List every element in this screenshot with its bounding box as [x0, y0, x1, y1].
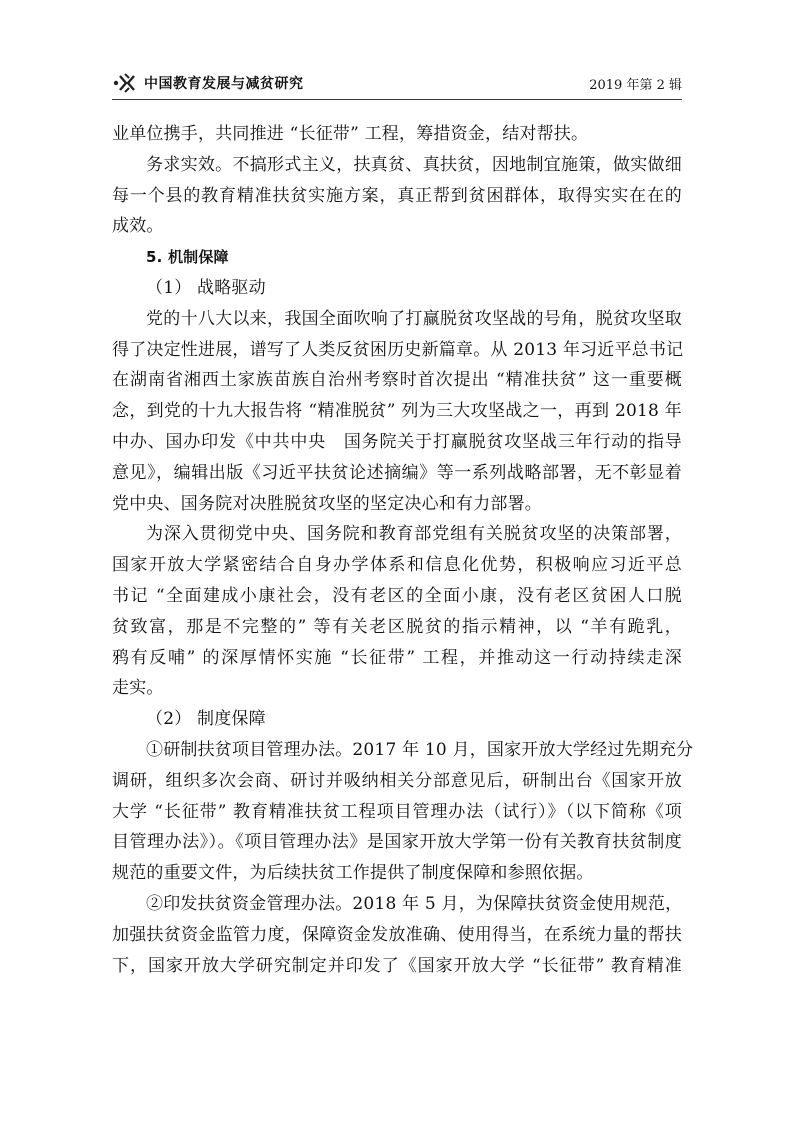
header-rule [112, 99, 682, 100]
journal-title: 中国教育发展与减贫研究 [144, 76, 304, 92]
text-line: 每一个县的教育精准扶贫实施方案，真正帮到贫困群体，取得实实在在的 [112, 185, 682, 206]
text-line: 书记 “全面建成小康社会，没有老区的全面小康，没有老区贫困人口脱 [112, 585, 682, 606]
paragraph-3 [112, 304, 682, 520]
text-line: 念，到党的十九大报告将 “精准脱贫” 列为三大攻坚战之一，再到 2018 年 [112, 401, 682, 422]
paragraph-2 [112, 150, 682, 242]
text-line: 目管理办法》）。《项目管理办法》是国家开放大学第一份有关教育扶贫制度 [112, 832, 682, 853]
paragraph-4 [112, 519, 682, 704]
subsection-heading-1: （1） 战略驱动 [146, 277, 266, 298]
text-line: ②印发扶贫资金管理办法。2018 年 5 月，为保障扶贫资金使用规范， [146, 893, 683, 914]
text-line: 贫致富，那是不完整的” 等有关老区脱贫的指示精神，以 “羊有跪乳， [112, 616, 682, 637]
text-line: 国家开放大学紧密结合自身办学体系和信息化优势，积极响应习近平总 [112, 555, 682, 576]
article-body [112, 119, 694, 981]
text-line: 党的十八大以来，我国全面吹响了打赢脱贫攻坚战的号角，脱贫攻坚取 [146, 308, 682, 329]
text-line: 中办、国办印发《中共中央 国务院关于打赢脱贫攻坚战三年行动的指导 [112, 431, 682, 452]
text-line: 鸦有反哺” 的深厚情怀实施 “长征带” 工程，并推动这一行动持续走深 [112, 647, 682, 668]
text-line: 走实。 [112, 678, 164, 699]
text-line: 规范的重要文件，为后续扶贫工作提供了制度保障和参照依据。 [112, 863, 594, 884]
text-line: 意见》，编辑出版《习近平扶贫论述摘编》等一系列战略部署，无不彰显着 [112, 462, 682, 483]
running-header [112, 70, 682, 96]
subsection-heading-2: （2） 制度保障 [146, 709, 266, 730]
paragraph-5 [112, 735, 694, 889]
text-line: 加强扶贫资金监管力度，保障资金发放准确、使用得当，在系统力量的帮扶 [112, 924, 682, 945]
journal-logo-icon [112, 72, 138, 94]
text-line: 业单位携手，共同推进 “长征带” 工程，筹措资金，结对帮扶。 [112, 124, 589, 144]
text-line: 务求实效。不搞形式主义，扶真贫、真扶贫，因地制宜施策，做实做细 [146, 154, 682, 175]
text-line: 党中央、国务院对决胜脱贫攻坚的坚定决心和有力部署。 [112, 493, 542, 514]
text-line: 为深入贯彻党中央、国务院和教育部党组有关脱贫攻坚的决策部署， [146, 524, 682, 545]
text-line: 调研，组织多次会商、研讨并吸纳相关分部意见后，研制出台《国家开放 [112, 770, 682, 791]
paragraph-1 [112, 119, 682, 150]
issue-number: 2019 年第 2 辑 [589, 78, 682, 93]
text-line: 大学 “长征带” 教育精准扶贫工程项目管理办法（试行）》（以下简称《项 [112, 801, 682, 822]
text-line: 下，国家开放大学研究制定并印发了《国家开放大学 “长征带” 教育精准 [112, 955, 682, 976]
text-line: 在湖南省湘西土家族苗族自治州考察时首次提出 “精准扶贫” 这一重要概 [112, 370, 682, 391]
text-line: 得了决定性进展，谱写了人类反贫困历史新篇章。从 2013 年习近平总书记 [112, 339, 684, 360]
section-heading: 5. 机制保障 [146, 248, 229, 267]
paragraph-6 [112, 889, 682, 981]
text-line: ①研制扶贫项目管理办法。2017 年 10 月，国家开放大学经过先期充分 [146, 739, 694, 760]
text-line: 成效。 [112, 216, 164, 237]
